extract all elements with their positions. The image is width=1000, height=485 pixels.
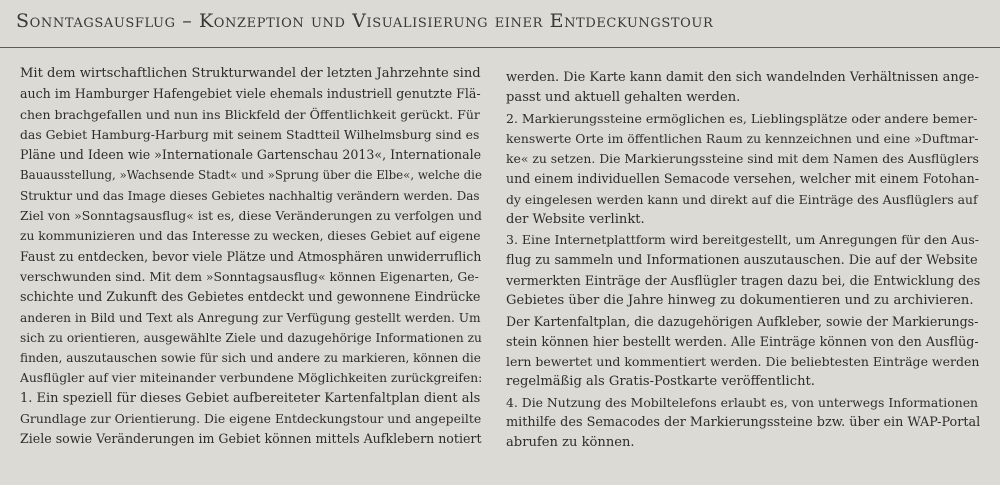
text-line: 3. Eine Internetplattform wird bereitgestellt, um Anregungen für den Aus- <box>506 232 980 248</box>
text-line: Bauausstellung, »Wachsende Stadt« und »Sprung über die Elbe«, welche die <box>20 168 482 183</box>
text-line: mithilfe des Semacodes der Markierungssteine bzw. über ein WAP-Portal <box>506 415 980 431</box>
text-line: Struktur und das Image dieses Gebietes nachhaltig verändern werden. Das <box>20 188 480 203</box>
text-line: 2. Markierungssteine ermöglichen es, Lieblingsplätze oder andere bemer- <box>506 110 978 126</box>
text-line: lern bewertet und kommentiert werden. Die beliebtesten Einträge werden <box>506 354 980 370</box>
text-line: Gebietes über die Jahre hinweg zu dokumentieren und zu archivieren. <box>506 293 974 309</box>
text-line: 4. Die Nutzung des Mobiltelefons erlaubt es, von unterwegs Informationen <box>506 394 979 410</box>
text-line: Ziel von »Sonntagsausflug« ist es, diese Veränderungen zu verfolgen und <box>20 208 482 224</box>
text-line: ke« zu setzen. Die Markierungssteine sind mit dem Namen des Ausflüglers <box>506 151 979 167</box>
text-line: Faust zu entdecken, bevor viele Plätze und Atmosphären unwiderruflich <box>20 248 482 264</box>
text-line: abrufen zu können. <box>506 435 635 451</box>
text-line: und einem individuellen Semacode versehen, welcher mit einem Fotohan- <box>506 171 979 187</box>
text-line: chen brachgefallen und nun ins Blickfeld der Öffentlichkeit gerückt. Für <box>20 106 480 122</box>
text-line: Ziele sowie Veränderungen im Gebiet können mittels Aufklebern notiert <box>20 431 482 447</box>
text-line: dy eingelesen werden kann und direkt auf die Einträge des Ausflüglers auf <box>506 191 978 207</box>
text-line: Mit dem wirtschaftlichen Strukturwandel der letzten Jahrzehnte sind <box>20 66 481 81</box>
text-line: kenswerte Orte im öffentlichen Raum zu kennzeichnen und eine »Duftmar- <box>506 130 979 146</box>
text-line: Der Kartenfaltplan, die dazugehörigen Aufkleber, sowie der Markierungs- <box>506 313 979 329</box>
text-line: flug zu sammeln und Informationen auszutauschen. Die auf der Website <box>506 252 978 268</box>
title-divider <box>0 47 1000 48</box>
text-line: Ausflügler auf vier miteinander verbundene Möglichkeiten zurückgreifen: <box>20 371 482 386</box>
text-line: verschwunden sind. Mit dem »Sonntagsausflug« können Eigenarten, Ge- <box>20 268 479 284</box>
left-text-column <box>20 64 482 450</box>
page-title: Sonntagsausflug – Konzeption und Visualisierung einer Entdeckungstour <box>16 10 714 32</box>
text-line: sich zu orientieren, ausgewählte Ziele und dazugehörige Informationen zu <box>20 330 482 345</box>
text-line: schichte und Zukunft des Gebietes entdeckt und gewonnene Eindrücke <box>20 289 481 305</box>
right-text-column <box>506 68 980 454</box>
text-line: anderen in Bild und Text als Anregung zur Verfügung gestellt werden. Um <box>20 310 481 325</box>
text-line: 1. Ein speziell für dieses Gebiet aufbereiteter Kartenfaltplan dient als <box>20 390 481 406</box>
text-line: auch im Hamburger Hafengebiet viele ehemals industriell genutzte Flä- <box>20 86 481 102</box>
text-line: finden, auszutauschen sowie für sich und andere zu markieren, können die <box>20 351 481 366</box>
text-line: zu kommunizieren und das Interesse zu wecken, dieses Gebiet auf eigene <box>20 229 481 244</box>
text-line: werden. Die Karte kann damit den sich wandelnden Verhältnissen ange- <box>506 70 979 85</box>
text-line: Grundlage zur Orientierung. Die eigene Entdeckungstour und angepeilte <box>20 411 482 427</box>
text-line: vermerkten Einträge der Ausflügler tragen dazu bei, die Entwicklung des <box>506 272 980 288</box>
text-line: stein können hier bestellt werden. Alle Einträge können von den Ausflüg- <box>506 333 979 349</box>
text-line: das Gebiet Hamburg-Harburg mit seinem Stadtteil Wilhelmsburg sind es <box>20 126 480 142</box>
text-line: passt und aktuell gehalten werden. <box>506 90 741 106</box>
text-line: regelmäßig als Gratis-Postkarte veröffentlicht. <box>506 374 815 390</box>
text-line: Pläne und Ideen wie »Internationale Gartenschau 2013«, Internationale <box>20 147 482 163</box>
text-line: der Website verlinkt. <box>506 212 645 228</box>
